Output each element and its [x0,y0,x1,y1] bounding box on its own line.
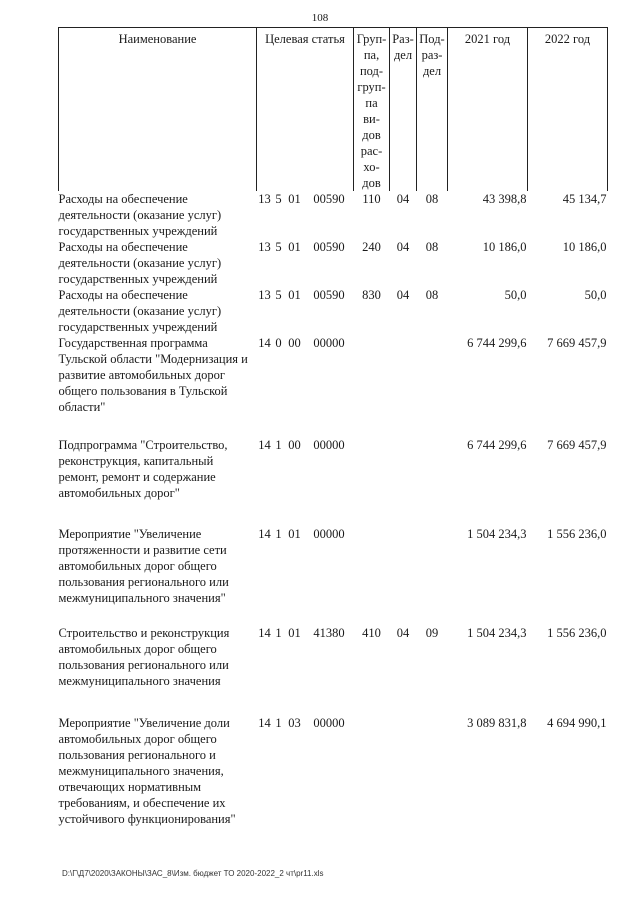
row-name: Мероприятие "Увеличение доли автомобильных дорог общего пользования регионального и межмуниципального значения, отвечающих нормативным требованиям, и обеспечение их устойчивого функционирования" [58,716,236,826]
table-row [59,287,608,335]
row-target-code-3: 01 [288,527,301,541]
row-group-code: 830 [362,288,381,302]
row-target-code-2: 5 [275,240,282,254]
row-target-code-2: 1 [275,527,282,541]
row-target-code-1: 14 [258,716,271,730]
row-target-code-2: 5 [275,192,282,206]
row-target-code-1: 14 [258,336,271,350]
table-row [59,239,608,287]
row-target-code-1: 14 [258,438,271,452]
row-section-code [390,501,417,606]
row-target-code-1: 13 [258,240,271,254]
row-amount-2022: 10 186,0 [562,240,607,254]
row-target-code-4: 00000 [313,716,345,730]
row-group-code: 240 [362,240,381,254]
table-row [59,689,608,827]
row-amount-2022: 4 694 990,1 [547,716,607,730]
row-name: Расходы на обеспечение деятельности (оказание услуг) государственных учреждений [58,288,222,334]
row-amount-2021: 10 186,0 [482,240,527,254]
row-target-code-4: 00590 [313,192,345,206]
row-target-code-3: 00 [288,438,301,452]
header-year-2021: 2021 год [448,28,528,192]
header-subsection [417,28,448,192]
row-target-code-2: 0 [275,336,282,350]
row-target-code-2: 1 [275,716,282,730]
row-group-code [354,415,390,501]
row-target-code-4: 00590 [313,240,345,254]
row-target-code-2: 1 [275,626,282,640]
row-amount-2021: 50,0 [504,288,527,302]
row-target-code-1: 13 [258,288,271,302]
row-target-code-3: 03 [288,716,301,730]
row-amount-2022: 7 669 457,9 [547,336,607,350]
row-amount-2022: 50,0 [584,288,607,302]
row-target-code-4: 00000 [313,438,345,452]
table-row [59,606,608,689]
row-target-code-1: 14 [258,626,271,640]
table-body [59,191,608,827]
row-section-code [390,689,417,827]
row-name: Расходы на обеспечение деятельности (оказание услуг) государственных учреждений [58,240,222,286]
row-subsection-code: 09 [425,626,439,640]
table-row [59,501,608,606]
row-target-code-3: 01 [288,626,301,640]
row-group-code: 110 [362,192,381,206]
row-subsection-code [417,501,448,606]
table-row [59,191,608,239]
row-name: Государственная программа Тульской области "Модернизация и развитие автомобильных дорог общего пользования в Тульской области" [58,336,248,414]
row-target-code-1: 13 [258,192,271,206]
row-section-code: 04 [396,626,410,640]
row-amount-2022: 1 556 236,0 [547,626,607,640]
row-target-code-4: 41380 [313,626,345,640]
row-amount-2021: 6 744 299,6 [467,438,527,452]
row-amount-2021: 3 089 831,8 [467,716,527,730]
row-amount-2022: 1 556 236,0 [547,527,607,541]
budget-table [58,27,608,827]
row-target-code-4: 00000 [313,527,345,541]
row-section-code: 04 [396,240,410,254]
row-subsection-code: 08 [425,240,439,254]
row-target-code-4: 00590 [313,288,345,302]
row-target-code-3: 00 [288,336,301,350]
row-target-code-4: 00000 [313,336,345,350]
row-section-code [390,335,417,415]
row-amount-2021: 43 398,8 [482,192,527,206]
header-year-2022: 2022 год [528,28,608,192]
row-target-code-3: 01 [288,192,301,206]
row-group-code [354,501,390,606]
header-section [390,28,417,192]
row-target-code-3: 01 [288,288,301,302]
row-subsection-code: 08 [425,192,439,206]
row-name: Строительство и реконструкция автомобильных дорог общего пользования регионального или межмуниципального значения [58,626,230,688]
row-amount-2022: 7 669 457,9 [547,438,607,452]
row-group-code [354,689,390,827]
row-target-code-2: 1 [275,438,282,452]
header-subsection-text: Под- раз- дел [419,32,445,78]
row-section-code: 04 [396,288,410,302]
row-subsection-code [417,335,448,415]
page-number: 108 [311,12,329,24]
row-section-code [390,415,417,501]
row-amount-2021: 1 504 234,3 [467,527,527,541]
row-amount-2021: 1 504 234,3 [467,626,527,640]
row-target-code-2: 5 [275,288,282,302]
header-name: Наименование [59,28,257,192]
row-name: Мероприятие "Увеличение протяженности и развитие сети автомобильных дорог общего пользования регионального или межмуниципального значения" [58,527,229,605]
row-subsection-code [417,689,448,827]
header-target-article: Целевая статья [257,28,354,192]
row-amount-2022: 45 134,7 [562,192,607,206]
table-row [59,415,608,501]
row-section-code: 04 [396,192,410,206]
header-section-text: Раз- дел [392,32,414,62]
row-group-code [354,335,390,415]
row-target-code-1: 14 [258,527,271,541]
header-row [59,28,608,192]
row-group-code: 410 [362,626,381,640]
row-name: Подпрограмма "Строительство, реконструкция, капитальный ремонт, ремонт и содержание автомобильных дорог" [58,438,228,500]
row-subsection-code [417,415,448,501]
footer-file-path: D:\Г\Д7\2020\ЗАКОНЫ\ЗАС_8\Изм. бюджет ТО 2020-2022_2 чт\pr11.xls [62,869,324,878]
row-subsection-code: 08 [425,288,439,302]
row-target-code-3: 01 [288,240,301,254]
header-group [354,28,390,192]
header-group-text: Груп- па, под- груп- па ви- дов рас- хо- дов [356,32,387,190]
table-row [59,335,608,415]
row-name: Расходы на обеспечение деятельности (оказание услуг) государственных учреждений [58,192,222,238]
row-amount-2021: 6 744 299,6 [467,336,527,350]
